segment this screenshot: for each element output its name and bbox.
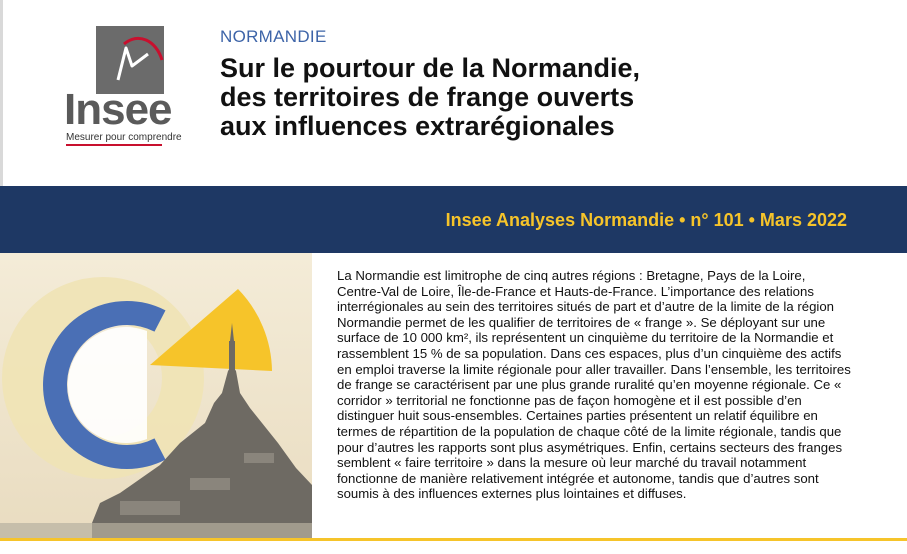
title-line-3: aux influences extrarégionales — [220, 111, 615, 141]
insee-logo[interactable] — [64, 26, 182, 144]
insee-tagline: Mesurer pour comprendre — [66, 132, 182, 143]
page-title — [220, 54, 880, 141]
region-label: NORMANDIE — [220, 27, 327, 46]
bottom-yellow-rule — [0, 538, 907, 554]
insee-wordmark: Insee — [64, 85, 172, 134]
logo-red-rule — [66, 144, 162, 146]
insee-logo-icon — [96, 26, 164, 94]
publication-band — [0, 186, 907, 253]
title-line-2: des territoires de frange ouverts — [220, 82, 635, 112]
publication-reference: Insee Analyses Normandie • n° 101 • Mars 2022 — [445, 210, 847, 230]
abstract-paragraph: La Normandie est limitrophe de cinq autres régions : Bretagne, Pays de la Loire, Centre-Val de Loire, Île-de-France et Hauts-de-France. L’importance des relations interrégionales au sein des territoires situés de part et d’autre de la limite de la région Normandie permet de les qualifier de territoires de « frange ». Se déployant sur une surface de 10 000 km², ils représentent un cinquième du territoire de la Normandie et rassemblent 15 % de sa population. Dans ces espaces, plus d’un cinquième des actifs en emploi traverse la limite régionale pour aller travailler. Dans l’ensemble, les territoires de frange se caractérisent par une plus grande ruralité qu’en moyenne régionale. Ce « corridor » territorial ne fonctionne pas de façon homogène et il est possible d’en distinguer huit sous-ensembles. Certaines parties présentent un relatif équilibre en termes de répartition de la population de chaque côté de la limite régionale, tandis que pour d’autres les rapports sont plus asymétriques. Enfin, certains secteurs des franges semblent « faire territoire » dans la mesure où leur marché du travail notamment fonctionne de manière relativement intégrée et autonome, tandis que d’autres sont soumis à des influences externes plus lointaines et diffuses. — [337, 268, 851, 502]
title-line-1: Sur le pourtour de la Normandie, — [220, 53, 641, 83]
cover-illustration — [0, 253, 312, 538]
mont-saint-michel-illustration — [0, 253, 312, 538]
